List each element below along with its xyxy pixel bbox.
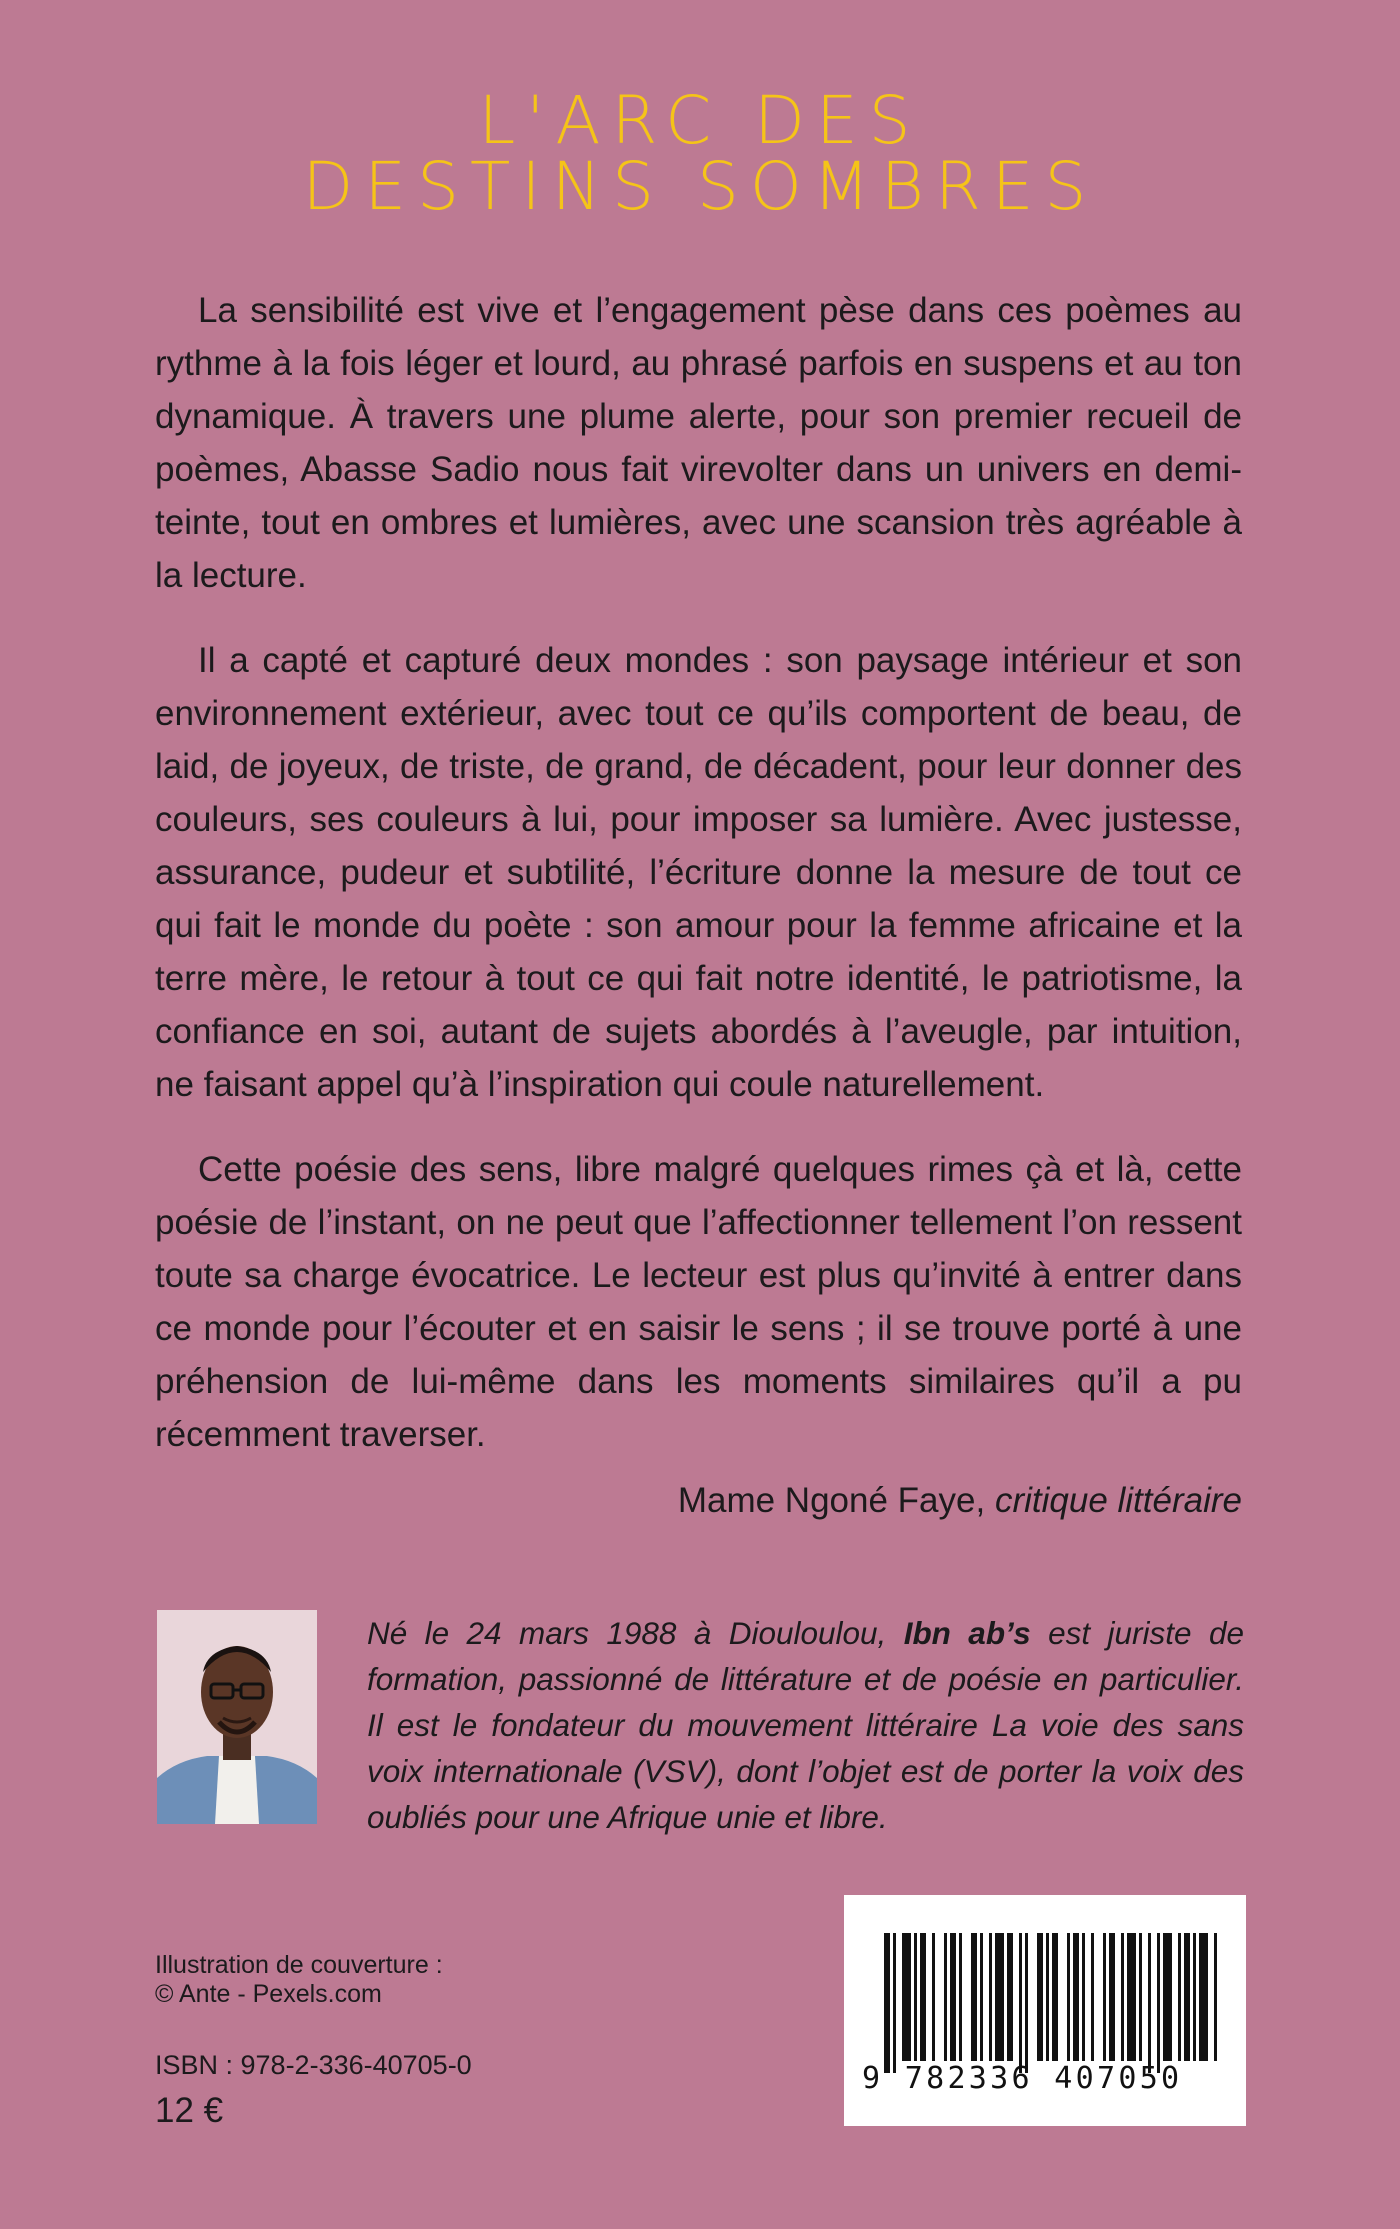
barcode-bar (1121, 1933, 1124, 2061)
barcode-bar (1019, 1933, 1022, 2073)
barcode-bar (1025, 1933, 1028, 2073)
author-name: Ibn ab’s (903, 1615, 1031, 1651)
barcode-bar (980, 1933, 983, 2061)
author-bio-intro: Né le 24 mars 1988 à Diouloulou, (367, 1615, 904, 1651)
barcode-bar (1139, 1933, 1142, 2061)
cover-credit-source: © Ante - Pexels.com (155, 1980, 382, 2008)
cover-credit (155, 1951, 443, 2009)
book-title (0, 82, 1400, 225)
barcode-bar (995, 1933, 1004, 2061)
critic-signature (678, 1477, 1242, 1525)
blurb-paragraph-2: Il a capté et capturé deux mondes : son paysage intérieur et son environnement extérieur, avec tout ce qu’ils comportent de beau, de laid, de joyeux, de triste, de grand, de décadent, pour leur donner des couleurs, ses couleurs à lui, pour imposer sa lumière. Avec justesse, assurance, pudeur et subtilité, l’écriture donne la mesure de tout ce qui fait le monde du poète : son amour pour la femme africaine et la terre mère, le retour à tout ce qui fait notre identité, le patriotisme, la confiance en soi, autant de sujets abordés à l’aveugle, par intuition, ne faisant appel qu’à l’inspiration qui coule naturellement. (155, 641, 1242, 1104)
barcode-bar (1091, 1933, 1094, 2061)
author-bio-rest: est juriste de formation, passionné de littérature et de poésie en particulier. Il est le fondateur du mouvement littéraire La voie des sans voix internationale (VSV), dont l’objet est de porter la voix des oubliés pour une Afrique unie et libre. (367, 1615, 1244, 1835)
barcode-bar (1067, 1933, 1070, 2061)
barcode-bar (1214, 1933, 1217, 2061)
blurb (155, 284, 1242, 1493)
barcode-bar (1163, 1933, 1172, 2061)
isbn: ISBN : 978-2-336-40705-0 (155, 2050, 472, 2080)
author-photo (157, 1610, 317, 1824)
barcode-bar (1157, 1933, 1160, 2073)
barcode-bar (1199, 1933, 1208, 2061)
barcode-bar (1082, 1933, 1085, 2061)
barcode-bar (1184, 1933, 1190, 2061)
author-bio (367, 1610, 1244, 1840)
barcode-digits: 9 782336 407050 (862, 2061, 1183, 2096)
barcode-bar (1007, 1933, 1013, 2061)
barcode-bar (1178, 1933, 1181, 2061)
barcode-bar (884, 1933, 890, 2073)
barcode-bar (944, 1933, 947, 2061)
barcode-bar (1073, 1933, 1079, 2061)
barcode-bar (989, 1933, 992, 2061)
price: 12 € (155, 2091, 224, 2130)
barcode-bar (1037, 1933, 1043, 2061)
barcode-bar (1193, 1933, 1196, 2061)
barcode-bar (1148, 1933, 1151, 2073)
barcode-bar (950, 1933, 956, 2061)
barcode-bar (971, 1933, 977, 2061)
barcode-bar (1103, 1933, 1106, 2061)
barcode-bar (1052, 1933, 1058, 2061)
barcode-bar (902, 1933, 911, 2061)
barcode-bar (920, 1933, 926, 2061)
barcode-bar (959, 1933, 962, 2061)
critic-name: Mame Ngoné Faye, (677, 1481, 986, 1520)
critic-role: critique littéraire (994, 1481, 1242, 1520)
blurb-paragraph-3: Cette poésie des sens, libre malgré quelques rimes çà et là, cette poésie de l’instant, on ne peut que l’affectionner tellement l’on ressent toute sa charge évocatrice. Le lecteur est plus qu’invité à entrer dans ce monde pour l’écouter et en saisir le sens ; il se trouve porté à une préhension de lui-même dans les moments similaires qu’il a pu récemment traverser. (155, 1150, 1242, 1454)
barcode-bar (914, 1933, 917, 2061)
barcode (844, 1895, 1246, 2126)
barcode-bar (1046, 1933, 1049, 2061)
barcode-bar (893, 1933, 896, 2073)
barcode-bar (932, 1933, 935, 2061)
book-title-line-2: DESTINS SOMBRES (302, 148, 1098, 225)
barcode-bar (1127, 1933, 1136, 2061)
blurb-paragraph-1: La sensibilité est vive et l’engagement pèse dans ces poèmes au rythme à la fois léger et lourd, au phrasé parfois en suspens et au ton dynamique. À travers une plume alerte, pour son premier recueil de poèmes, Abasse Sadio nous fait virevolter dans un univers en demi-teinte, tout en ombres et lumières, avec une scansion très agréable à la lecture. (155, 291, 1242, 595)
barcode-bar (1109, 1933, 1115, 2061)
author-portrait-image (157, 1610, 317, 1824)
cover-credit-label: Illustration de couverture : (155, 1951, 443, 1979)
book-title-line-1: L'ARC DES (478, 82, 922, 159)
